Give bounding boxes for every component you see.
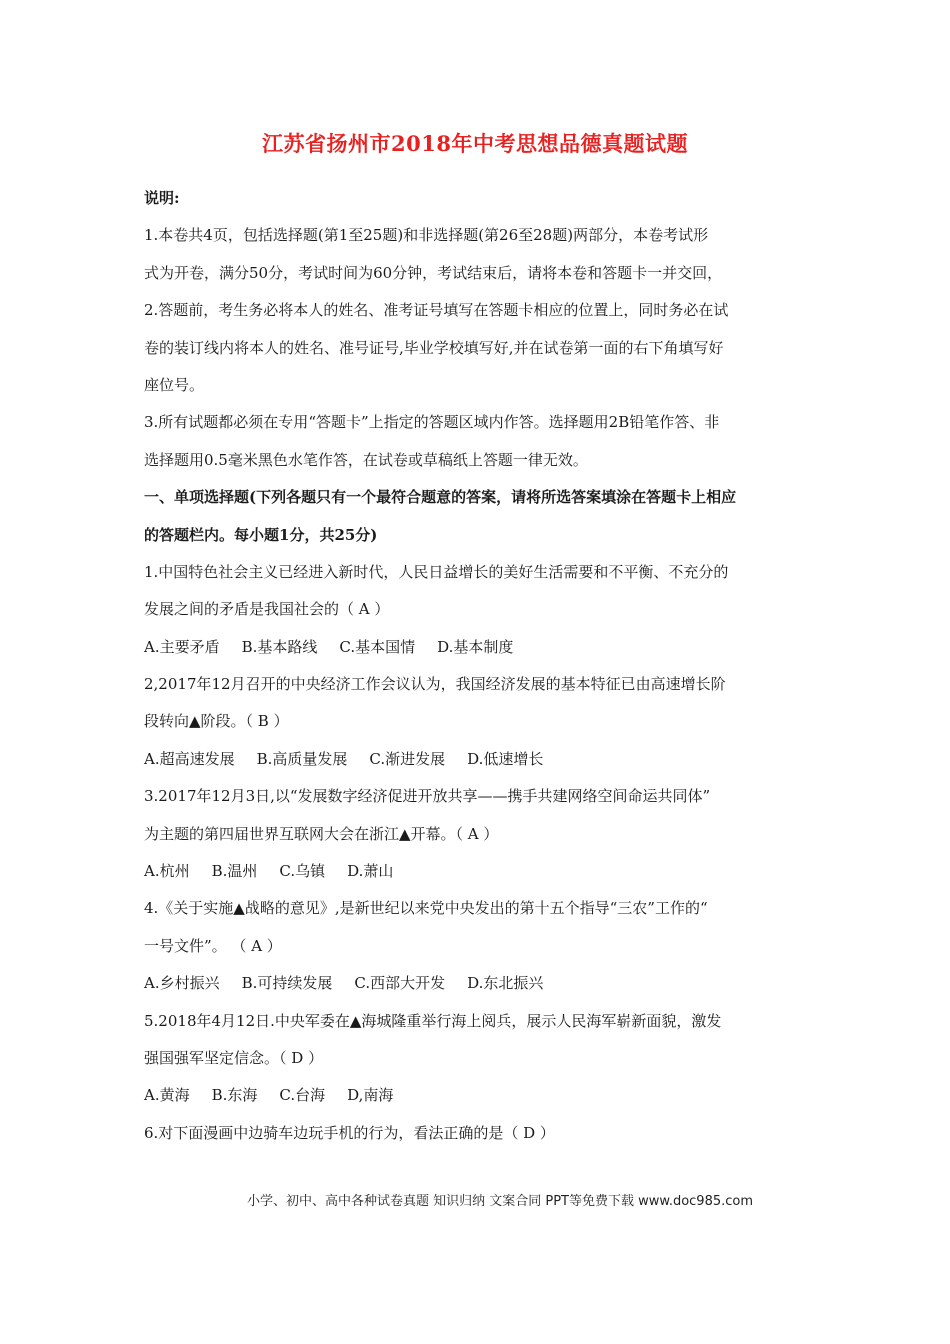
instruction-line: 式为开卷，满分50分，考试时间为60分钟，考试结束后，请将本卷和答题卡一并交回， — [144, 263, 723, 282]
option: D.东北振兴 — [467, 974, 544, 993]
question-options — [144, 965, 812, 1002]
option: C.西部大开发 — [354, 974, 446, 993]
question-text: 5.2018年4月12日.中央军委在▲海城隆重举行海上阅兵，展示人民海军崭新面貌，激发 — [144, 1011, 722, 1030]
instruction-line: 2.答题前，考生务必将本人的姓名、准考证号填写在答题卡相应的位置上，同时务必在试 — [144, 301, 729, 320]
option: A.主要矛盾 — [144, 637, 220, 656]
question-text: 1.中国特色社会主义已经进入新时代，人民日益增长的美好生活需要和不平衡、不充分的 — [144, 562, 729, 581]
section-heading: 的答题栏内。每小题1分，共25分) — [144, 525, 378, 544]
question-text: 为主题的第四届世界互联网大会在浙江▲开幕。（ A ） — [144, 824, 499, 843]
option: A.黄海 — [144, 1086, 190, 1105]
question-text: 2,2017年12月召开的中央经济工作会议认为，我国经济发展的基本特征已由高速增长阶 — [144, 675, 726, 694]
instructions-heading: 说明: — [144, 189, 180, 207]
option: D.基本制度 — [437, 637, 514, 656]
option: A.杭州 — [144, 862, 190, 881]
option: C.渐进发展 — [369, 749, 446, 768]
instruction-line: 卷的装订线内将本人的姓名、准号证号,毕业学校填写好,并在试卷第一面的右下角填写好 — [144, 338, 724, 357]
option: A.乡村振兴 — [144, 974, 220, 993]
question-options — [144, 853, 812, 890]
page-footer: 小学、初中、高中各种试卷真题 知识归纳 文案合同 PPT等免费下载 www.doc985.com — [246, 1194, 754, 1209]
document-body — [144, 180, 812, 1152]
question-text: 3.2017年12月3日,以“发展数字经济促进开放共享——携手共建网络空间命运共同体” — [144, 787, 711, 806]
option: C.台海 — [279, 1086, 326, 1105]
instruction-line: 选择题用0.5毫米黑色水笔作答，在试卷或草稿纸上答题一律无效。 — [144, 450, 588, 469]
instruction-line: 1.本卷共4页，包括选择题(第1至25题)和非选择题(第26至28题)两部分，本卷考试形 — [144, 226, 709, 245]
option: B.可持续发展 — [241, 974, 333, 993]
page-title: 江苏省扬州市2018年中考思想品德真题试题 — [262, 131, 688, 156]
question-text: 强国强军坚定信念。（ D ） — [144, 1048, 324, 1067]
section-heading: 一、单项选择题(下列各题只有一个最符合题意的答案，请将所选答案填涂在答题卡上相应 — [144, 488, 737, 507]
question-options — [144, 741, 812, 778]
question-options — [144, 1077, 812, 1114]
option: B.温州 — [211, 862, 258, 881]
option: C.乌镇 — [279, 862, 326, 881]
option: D.低速增长 — [467, 749, 544, 768]
question-text: 发展之间的矛盾是我国社会的（ A ） — [144, 600, 390, 619]
question-text: 一号文件”。 （ A ） — [144, 936, 282, 955]
question-options — [144, 629, 812, 666]
option: B.东海 — [211, 1086, 258, 1105]
instruction-line: 3.所有试题都必须在专用“答题卡”上指定的答题区域内作答。选择题用2B铅笔作答、非 — [144, 413, 720, 432]
option: D.萧山 — [347, 862, 394, 881]
option: B.基本路线 — [241, 637, 318, 656]
option: B.高质量发展 — [256, 749, 348, 768]
question-text: 4.《关于实施▲战略的意见》,是新世纪以来党中央发出的第十五个指导“三农”工作的“ — [144, 899, 708, 918]
option: C.基本国情 — [339, 637, 416, 656]
instruction-line: 座位号。 — [144, 375, 205, 394]
option: A.超高速发展 — [144, 749, 235, 768]
option: D,南海 — [347, 1086, 394, 1105]
question-text: 6.对下面漫画中边骑车边玩手机的行为，看法正确的是（ D ） — [144, 1123, 555, 1142]
question-text: 段转向▲阶段。（ B ） — [144, 712, 289, 731]
